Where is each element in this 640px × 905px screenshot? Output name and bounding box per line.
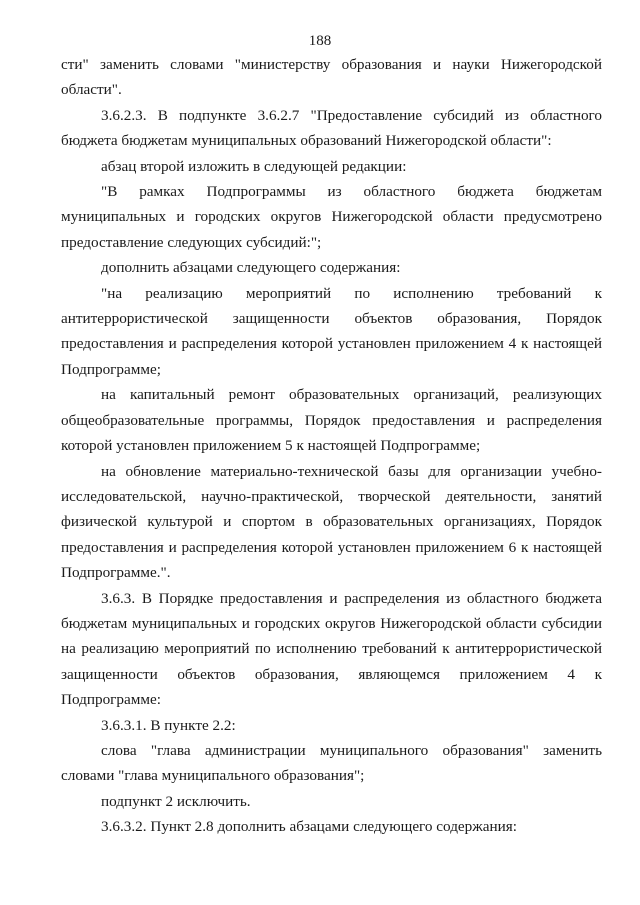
paragraph-podpunkt-2: подпункт 2 исключить. <box>101 792 251 810</box>
paragraph-dopolnit: дополнить абзацами следующего содержания: <box>101 259 401 277</box>
paragraph-continuation: сти" заменить словами "министерству образования и науки Нижегородской области". <box>61 56 602 99</box>
paragraph-quote-subsidies: "В рамках Подпрограммы из областного бюджета бюджетам муниципальных и городских округов Нижегородской области предусмотрено предоставление следующих субсидий:"; <box>61 183 602 251</box>
paragraph-3-6-2-3: 3.6.2.3. В подпункте 3.6.2.7 "Предоставление субсидий из областного бюджета бюджетам муниципальных образований Нижегородской области": <box>61 106 602 150</box>
document-body <box>61 52 602 840</box>
paragraph-mtb: на обновление материально-технической базы для организации учебно-исследовательской, научно-практической, творческой деятельности, занятий физической культурой и спортом в образовательных организациях, Порядок предоставления и распределения которой установлен приложением 6 к настоящей Подпрограмме.". <box>61 462 602 582</box>
paragraph-slova: слова "глава администрации муниципального образования" заменить словами "глава муниципального образования"; <box>61 741 602 785</box>
paragraph-kapremont: на капитальный ремонт образовательных организаций, реализующих общеобразовательные программы, Порядок предоставления и распределения которой установлен приложением 5 к настоящей Подпрограмме; <box>61 386 602 455</box>
paragraph-abzac-vtoroy: абзац второй изложить в следующей редакции: <box>101 157 407 175</box>
paragraph-antiterror: "на реализацию мероприятий по исполнению требований к антитеррористической защищенности объектов образования, Порядок предоставления и распределения которой установлен приложением 4 к настоящей Подпрограмме; <box>61 284 602 378</box>
paragraph-3-6-3-1: 3.6.3.1. В пункте 2.2: <box>101 716 236 734</box>
paragraph-3-6-3: 3.6.3. В Порядке предоставления и распределения из областного бюджета бюджетам муниципальных и городских округов Нижегородской области субсидии на реализацию мероприятий по исполнению требований к антитеррористической защищенности объектов образования, являющемся приложением 4 к Подпрограмме: <box>61 589 602 709</box>
page-number: 188 <box>308 33 332 49</box>
paragraph-3-6-3-2: 3.6.3.2. Пункт 2.8 дополнить абзацами следующего содержания: <box>101 818 517 836</box>
